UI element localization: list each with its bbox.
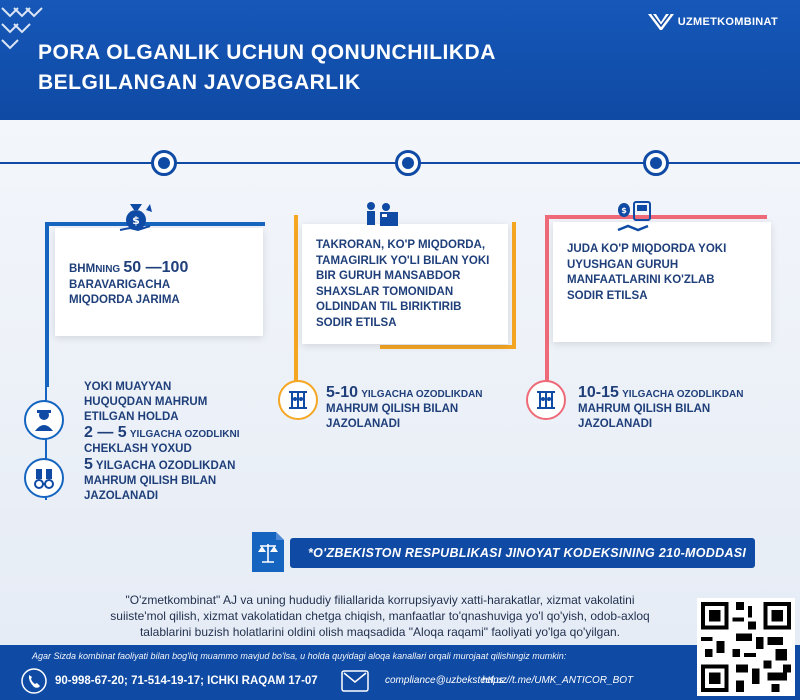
card-2-line-5: OLDINDAN TIL BIRIKTIRIB [316,301,462,313]
phone-icon [20,667,48,695]
card-2-accent-bottom [380,345,516,349]
paragraph-line-1: "O'zmetkombinat" AJ va uning hududiy filiallarida korrupsiyaviy xatti-harakatlar, xizmat vakolatini [125,593,635,607]
card-3-line-2: UYUSHGAN GURUH [567,258,679,271]
title-line-1: PORA OLGANLIK UCHUN QONUNCHILIKDA [38,41,496,64]
card-3-accent-left [545,215,549,395]
officials-icon [362,196,402,236]
card-3-line-1: JUDA KO'P MIQDORDA YOKI [567,243,727,255]
phone-numbers[interactable]: 90-998-67-20; 71-514-19-17; ICHKI RAQAM 17-07 [55,675,318,687]
footer-note: Agar Sizda kombinat faoliyati bilan bog'liq muammo mavjud bo'lsa, u holda quyidagi aloqa kanallari orqali murojaat qilishingiz mumkin: [32,651,567,661]
col3-penalty-line-3: JAZOLANADI [578,418,653,430]
card-1-accent-left [45,222,49,387]
title-line-2: BELGILANGAN JAVOBGARLIK [38,71,361,94]
card-3-line-4: SODIR ETILSA [567,289,648,302]
item-2-rest: YILGACHA OZODLIKDAN [95,460,236,472]
timeline-node-1 [151,150,177,176]
card-2-line-1: TAKRORAN, KO'P MIQDORDA, [316,239,486,251]
qr-code-icon[interactable] [697,598,795,696]
item-1-rest: YILGACHA OZODLIKNI [129,429,240,440]
email-link[interactable]: compliance@uzbeksteel.uz [385,675,507,686]
bhm-label: BHM [69,263,96,275]
col2-penalty-rest: YILGACHA OZODLIKDAN [361,389,483,400]
card-2-accent-right [512,222,516,347]
card-2-text [316,238,506,331]
card-2-line-2: TAMAGIRLIK YO'LI BILAN YOKI [316,254,490,267]
fine-range: 50 —100 [123,259,189,276]
card-1-line-2: BARAVARIGACHA [69,278,171,291]
col3-penalty-range: 10-15 [578,384,619,401]
item-1-line-5: CHEKLASH YOXUD [84,443,192,455]
criminal-code-reference: *O'ZBEKISTON RESPUBLIKASI JINOYAT KODEKSINING 210-MODDASI [290,538,755,568]
card-1-text [69,260,259,309]
card-2-line-3: BIR GURUH MANSABDOR [316,270,461,282]
column-1-item-2-text [84,457,304,504]
timeline-node-3 [643,150,669,176]
card-3-accent-top [545,215,767,219]
item-1-line-3: ETILGAN HOLDA [84,411,179,423]
card-3-text [567,242,767,304]
timeline-node-2 [395,150,421,176]
penalty-card-fine [55,228,263,336]
money-transfer-icon [614,198,654,238]
telegram-link[interactable]: https://t.me/UMK_ANTICOR_BOT [482,675,634,686]
card-1-line-3: MIQDORDA JARIMA [69,294,180,306]
footer [0,645,800,700]
info-paragraph [70,592,690,640]
penalty-card-large [553,222,771,342]
svg-text:$: $ [621,206,627,215]
column-3-penalty-text [578,385,793,432]
column-2-penalty-text [326,385,536,432]
restricted-person-icon [24,400,64,440]
card-2-accent-left [294,215,298,395]
col2-penalty-line-2: MAHRUM QILISH BILAN [326,403,459,415]
col2-penalty-line-3: JAZOLANADI [326,418,401,430]
card-3-line-3: MANFAATLARINI KO'ZLAB [567,274,715,286]
header-banner [0,0,800,120]
card-2-line-6: SODIR ETILSA [316,316,397,329]
logo-text: UZMETKOMBINAT [677,16,778,28]
item-1-line-1: YOKI MUAYYAN [84,381,172,393]
col2-penalty-range: 5-10 [326,384,359,401]
svg-text:$: $ [132,214,140,227]
money-bag-icon [116,196,156,236]
handcuffs-icon [24,458,64,498]
item-2-line-2: MAHRUM QILISH BILAN [84,475,217,487]
page-title [38,38,496,98]
ning-label: NING [95,264,121,275]
column-1-item-1-text [84,380,294,457]
card-2-line-4: SHAXSLAR TOMONIDAN [316,285,454,298]
brand-logo [648,12,778,32]
col3-penalty-rest: YILGACHA OZODLIKDAN [622,389,744,400]
prison-bars-icon [278,380,318,420]
item-1-line-2: HUQUQDAN MAHRUM [84,396,208,408]
item-2-line-3: JAZOLANADI [84,490,159,502]
penalty-card-aggravated [302,224,508,344]
col3-penalty-line-2: MAHRUM QILISH BILAN [578,403,711,415]
item-2-num: 5 [84,456,93,473]
email-icon [340,667,370,695]
logo-icon [648,12,674,32]
law-document-icon [250,530,286,574]
prison-bars-icon-2 [526,380,566,420]
paragraph-line-3: talablarini buzish holatlarini oldini olish maqsadida "Aloqa raqami" faoliyati yo'lga qo'yilgan. [139,625,621,639]
item-1-range: 2 — 5 [84,424,127,441]
paragraph-line-2: suiiste'mol qilish, xizmat vakolatidan chetga chiqish, manfaatlar to'qnashuviga yo'l qo'yish, odob-axloq [110,609,650,623]
